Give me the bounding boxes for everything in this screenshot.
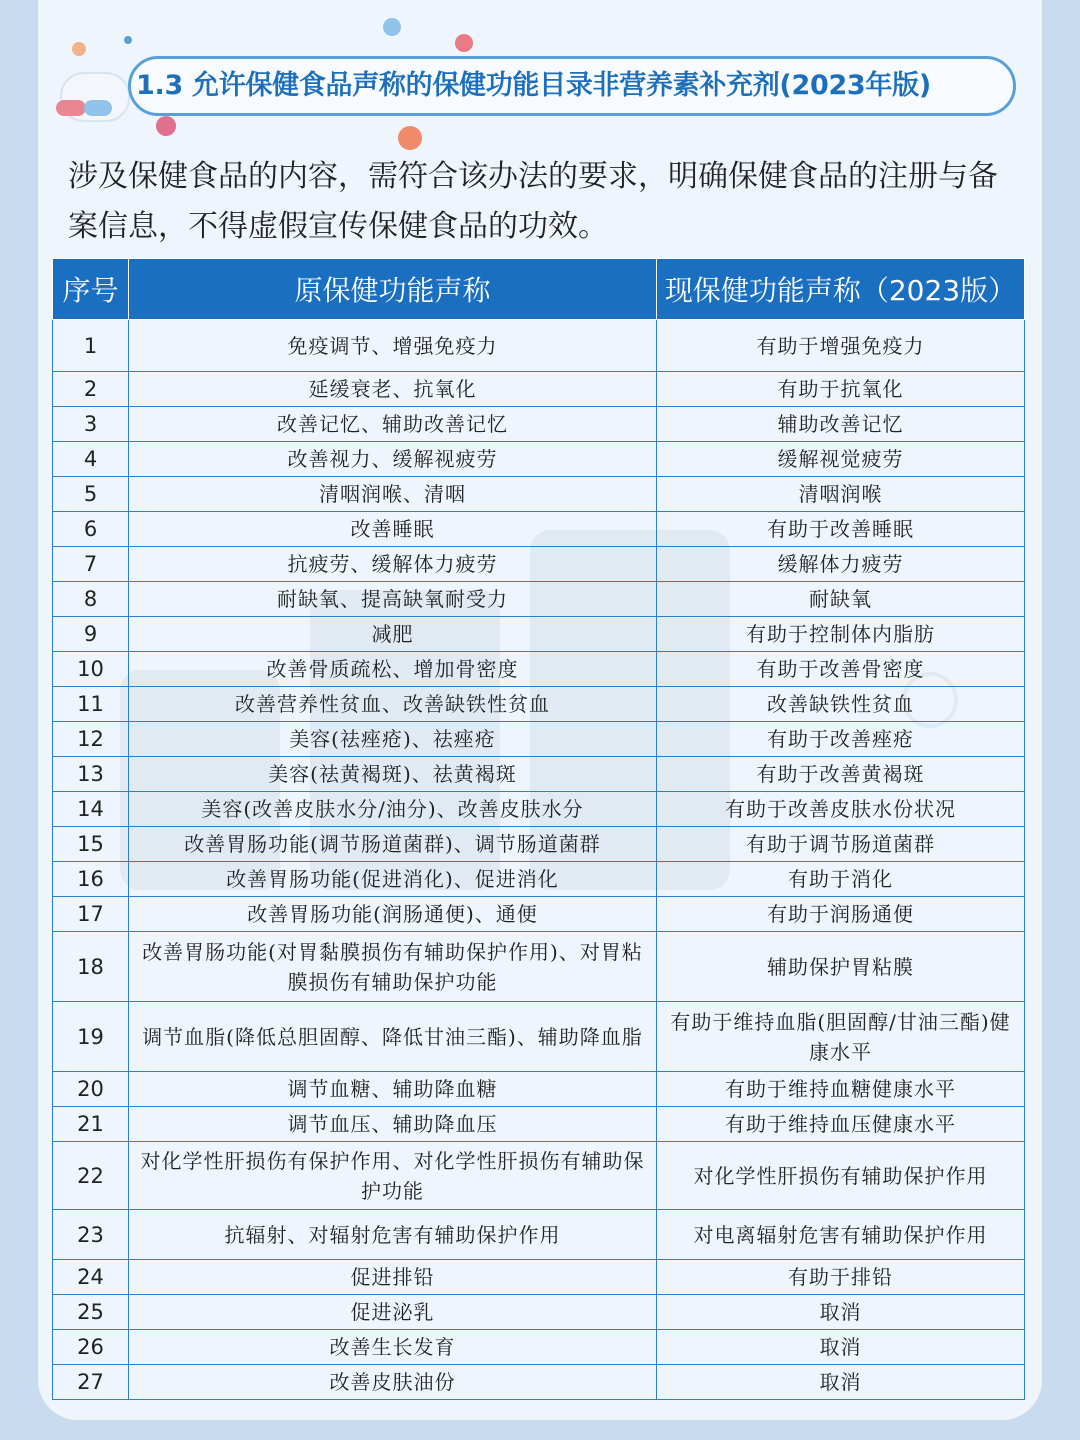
original-claim: 改善睡眠 [129, 512, 657, 547]
table-row [53, 372, 1025, 407]
row-number: 20 [53, 1072, 129, 1107]
table-row [53, 897, 1025, 932]
current-claim: 有助于改善骨密度 [657, 652, 1025, 687]
table-header-row [53, 259, 1025, 320]
current-claim: 有助于润肠通便 [657, 897, 1025, 932]
decor-dot [56, 100, 86, 116]
current-claim: 有助于调节肠道菌群 [657, 827, 1025, 862]
row-number: 25 [53, 1295, 129, 1330]
row-number: 23 [53, 1210, 129, 1260]
table-row [53, 1260, 1025, 1295]
table-row [53, 547, 1025, 582]
row-number: 8 [53, 582, 129, 617]
row-number: 13 [53, 757, 129, 792]
row-number: 17 [53, 897, 129, 932]
original-claim: 美容(祛痤疮)、祛痤疮 [129, 722, 657, 757]
row-number: 15 [53, 827, 129, 862]
current-claim: 有助于改善睡眠 [657, 512, 1025, 547]
table-row [53, 407, 1025, 442]
current-claim: 有助于增强免疫力 [657, 320, 1025, 372]
row-number: 21 [53, 1107, 129, 1142]
table-row [53, 862, 1025, 897]
current-claim: 有助于抗氧化 [657, 372, 1025, 407]
original-claim: 清咽润喉、清咽 [129, 477, 657, 512]
row-number: 4 [53, 442, 129, 477]
original-claim: 改善视力、缓解视疲劳 [129, 442, 657, 477]
decor-dot [383, 18, 401, 36]
original-claim: 美容(改善皮肤水分/油分)、改善皮肤水分 [129, 792, 657, 827]
decor-dot [398, 126, 422, 150]
current-claim: 取消 [657, 1365, 1025, 1400]
row-number: 2 [53, 372, 129, 407]
current-claim: 有助于控制体内脂肪 [657, 617, 1025, 652]
table-row [53, 652, 1025, 687]
current-claim: 有助于维持血糖健康水平 [657, 1072, 1025, 1107]
current-claim: 有助于改善皮肤水份状况 [657, 792, 1025, 827]
table-row [53, 1295, 1025, 1330]
row-number: 24 [53, 1260, 129, 1295]
table-row [53, 827, 1025, 862]
intro-paragraph: 涉及保健食品的内容，需符合该办法的要求，明确保健食品的注册与备案信息，不得虚假宣传保健食品的功效。 [68, 159, 998, 244]
current-claim: 辅助改善记忆 [657, 407, 1025, 442]
row-number: 10 [53, 652, 129, 687]
original-claim: 对化学性肝损伤有保护作用、对化学性肝损伤有辅助保护功能 [129, 1142, 657, 1210]
original-claim: 美容(祛黄褐斑)、祛黄褐斑 [129, 757, 657, 792]
original-claim: 改善胃肠功能(促进消化)、促进消化 [129, 862, 657, 897]
row-number: 3 [53, 407, 129, 442]
table-row [53, 582, 1025, 617]
original-claim: 促进排铅 [129, 1260, 657, 1295]
original-claim: 改善皮肤油份 [129, 1365, 657, 1400]
table-row [53, 722, 1025, 757]
health-function-table [52, 258, 1025, 1400]
current-claim: 缓解视觉疲劳 [657, 442, 1025, 477]
row-number: 18 [53, 932, 129, 1002]
table-row [53, 1107, 1025, 1142]
current-claim: 有助于消化 [657, 862, 1025, 897]
current-claim: 有助于维持血压健康水平 [657, 1107, 1025, 1142]
table-row [53, 1210, 1025, 1260]
table-row [53, 687, 1025, 722]
row-number: 26 [53, 1330, 129, 1365]
original-claim: 改善营养性贫血、改善缺铁性贫血 [129, 687, 657, 722]
original-claim: 促进泌乳 [129, 1295, 657, 1330]
original-claim: 调节血压、辅助降血压 [129, 1107, 657, 1142]
row-number: 22 [53, 1142, 129, 1210]
header-current-claim: 现保健功能声称（2023版） [657, 259, 1025, 320]
decor-dot [84, 100, 112, 116]
original-claim: 改善胃肠功能(调节肠道菌群)、调节肠道菌群 [129, 827, 657, 862]
row-number: 27 [53, 1365, 129, 1400]
row-number: 19 [53, 1002, 129, 1072]
current-claim: 对电离辐射危害有辅助保护作用 [657, 1210, 1025, 1260]
table-row [53, 1365, 1025, 1400]
original-claim: 改善骨质疏松、增加骨密度 [129, 652, 657, 687]
table-row [53, 477, 1025, 512]
row-number: 9 [53, 617, 129, 652]
section-title: 1.3 允许保健食品声称的保健功能目录非营养素补充剂(2023年版) [136, 70, 931, 101]
current-claim: 有助于排铅 [657, 1260, 1025, 1295]
table-row [53, 1002, 1025, 1072]
table-row [53, 1142, 1025, 1210]
current-claim: 取消 [657, 1295, 1025, 1330]
current-claim: 缓解体力疲劳 [657, 547, 1025, 582]
row-number: 14 [53, 792, 129, 827]
table-row [53, 932, 1025, 1002]
decor-dot [124, 36, 132, 44]
original-claim: 调节血脂(降低总胆固醇、降低甘油三酯)、辅助降血脂 [129, 1002, 657, 1072]
decor-dot [72, 42, 86, 56]
row-number: 16 [53, 862, 129, 897]
original-claim: 改善胃肠功能(润肠通便)、通便 [129, 897, 657, 932]
current-claim: 改善缺铁性贫血 [657, 687, 1025, 722]
current-claim: 有助于改善黄褐斑 [657, 757, 1025, 792]
current-claim: 耐缺氧 [657, 582, 1025, 617]
row-number: 11 [53, 687, 129, 722]
original-claim: 抗疲劳、缓解体力疲劳 [129, 547, 657, 582]
decor-dot [156, 116, 176, 136]
row-number: 12 [53, 722, 129, 757]
table-row [53, 442, 1025, 477]
original-claim: 改善胃肠功能(对胃黏膜损伤有辅助保护作用)、对胃粘膜损伤有辅助保护功能 [129, 932, 657, 1002]
table-row [53, 757, 1025, 792]
original-claim: 减肥 [129, 617, 657, 652]
row-number: 5 [53, 477, 129, 512]
table-row [53, 792, 1025, 827]
table-row [53, 1330, 1025, 1365]
original-claim: 改善记忆、辅助改善记忆 [129, 407, 657, 442]
original-claim: 抗辐射、对辐射危害有辅助保护作用 [129, 1210, 657, 1260]
original-claim: 改善生长发育 [129, 1330, 657, 1365]
current-claim: 对化学性肝损伤有辅助保护作用 [657, 1142, 1025, 1210]
original-claim: 免疫调节、增强免疫力 [129, 320, 657, 372]
current-claim: 辅助保护胃粘膜 [657, 932, 1025, 1002]
original-claim: 延缓衰老、抗氧化 [129, 372, 657, 407]
table-row [53, 1072, 1025, 1107]
header-serial: 序号 [53, 259, 129, 320]
current-claim: 取消 [657, 1330, 1025, 1365]
row-number: 1 [53, 320, 129, 372]
original-claim: 耐缺氧、提高缺氧耐受力 [129, 582, 657, 617]
current-claim: 清咽润喉 [657, 477, 1025, 512]
current-claim: 有助于维持血脂(胆固醇/甘油三酯)健康水平 [657, 1002, 1025, 1072]
table-row [53, 320, 1025, 372]
current-claim: 有助于改善痤疮 [657, 722, 1025, 757]
table-row [53, 512, 1025, 547]
table-row [53, 617, 1025, 652]
row-number: 6 [53, 512, 129, 547]
row-number: 7 [53, 547, 129, 582]
header-original-claim: 原保健功能声称 [129, 259, 657, 320]
original-claim: 调节血糖、辅助降血糖 [129, 1072, 657, 1107]
decor-dot [455, 34, 473, 52]
